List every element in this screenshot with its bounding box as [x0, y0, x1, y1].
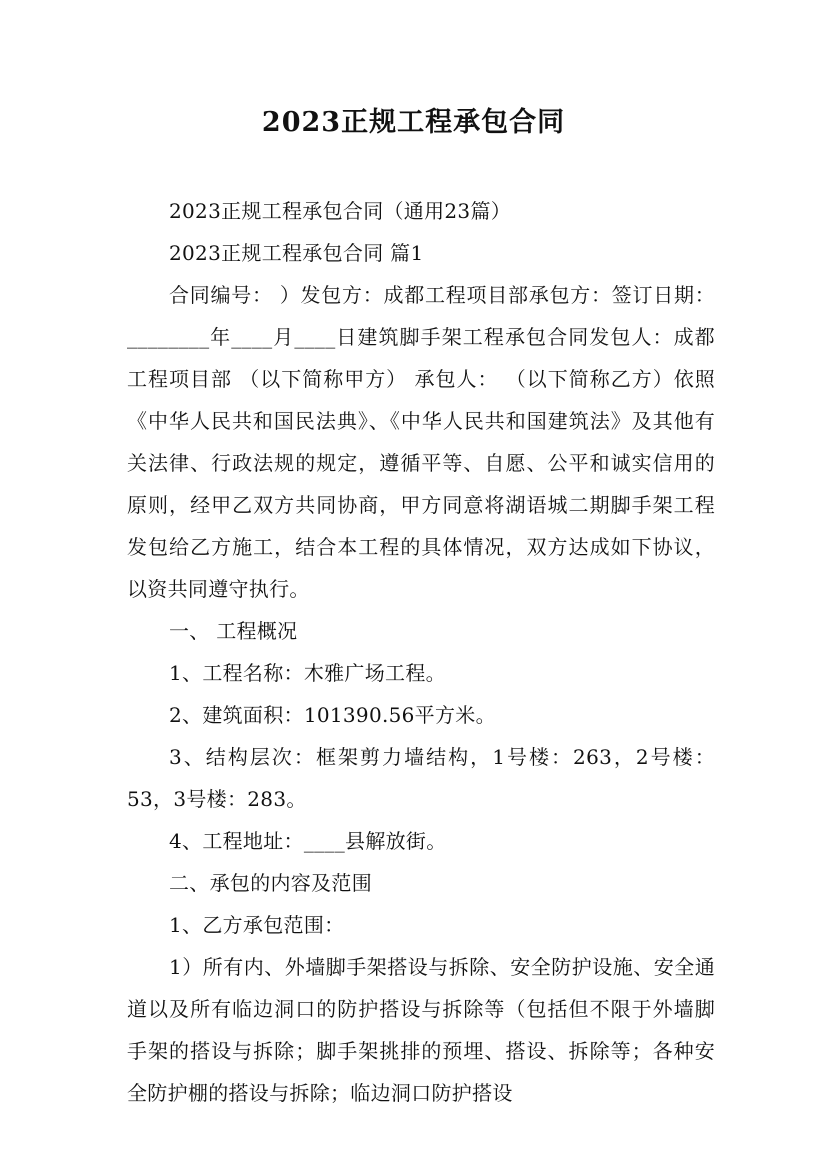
- scope-detail-paragraph: 1）所有内、外墙脚手架搭设与拆除、安全防护设施、安全通道以及所有临边洞口的防护搭设与拆除等（包括但不限于外墙脚手架的搭设与拆除；脚手架挑排的预埋、搭设、拆除等；各种安全防护棚的搭设与拆除；临边洞口防护搭设: [127, 955, 715, 1105]
- project-name-line: 1、工程名称：木雅广场工程。: [169, 661, 446, 685]
- document-body: [127, 190, 715, 1114]
- chapter-heading: 2023正规工程承包合同 篇1: [169, 241, 424, 265]
- contract-intro-paragraph: 合同编号： ）发包方：成都工程项目部承包方：签订日期：________年____月____日建筑脚手架工程承包合同发包人：成都工程项目部 （以下简称甲方） 承包人： （以下简称乙方）依照《中华人民共和国民法典》、《中华人民共和国建筑法》及其他有关法律、行政法规的规定，遵循平等、自愿、公平和诚实信用的原则，经甲乙双方共同协商，甲方同意将湖语城二期脚手架工程发包给乙方施工，结合本工程的具体情况，双方达成如下协议，以资共同遵守执行。: [127, 283, 715, 601]
- section-heading-scope: 二、承包的内容及范围: [169, 871, 372, 895]
- section-heading-overview: 一、 工程概况: [169, 619, 298, 643]
- scope-heading-line: 1、乙方承包范围：: [169, 913, 345, 937]
- subtitle-line: 2023正规工程承包合同（通用23篇）: [169, 199, 512, 223]
- project-address-line: 4、工程地址：____县解放街。: [169, 829, 447, 853]
- document-title: 2023正规工程承包合同: [261, 107, 566, 138]
- structure-line: 3、结构层次：框架剪力墙结构，1号楼：263，2号楼：53，3号楼：283。: [127, 745, 715, 811]
- building-area-line: 2、建筑面积：101390.56平方米。: [169, 703, 496, 727]
